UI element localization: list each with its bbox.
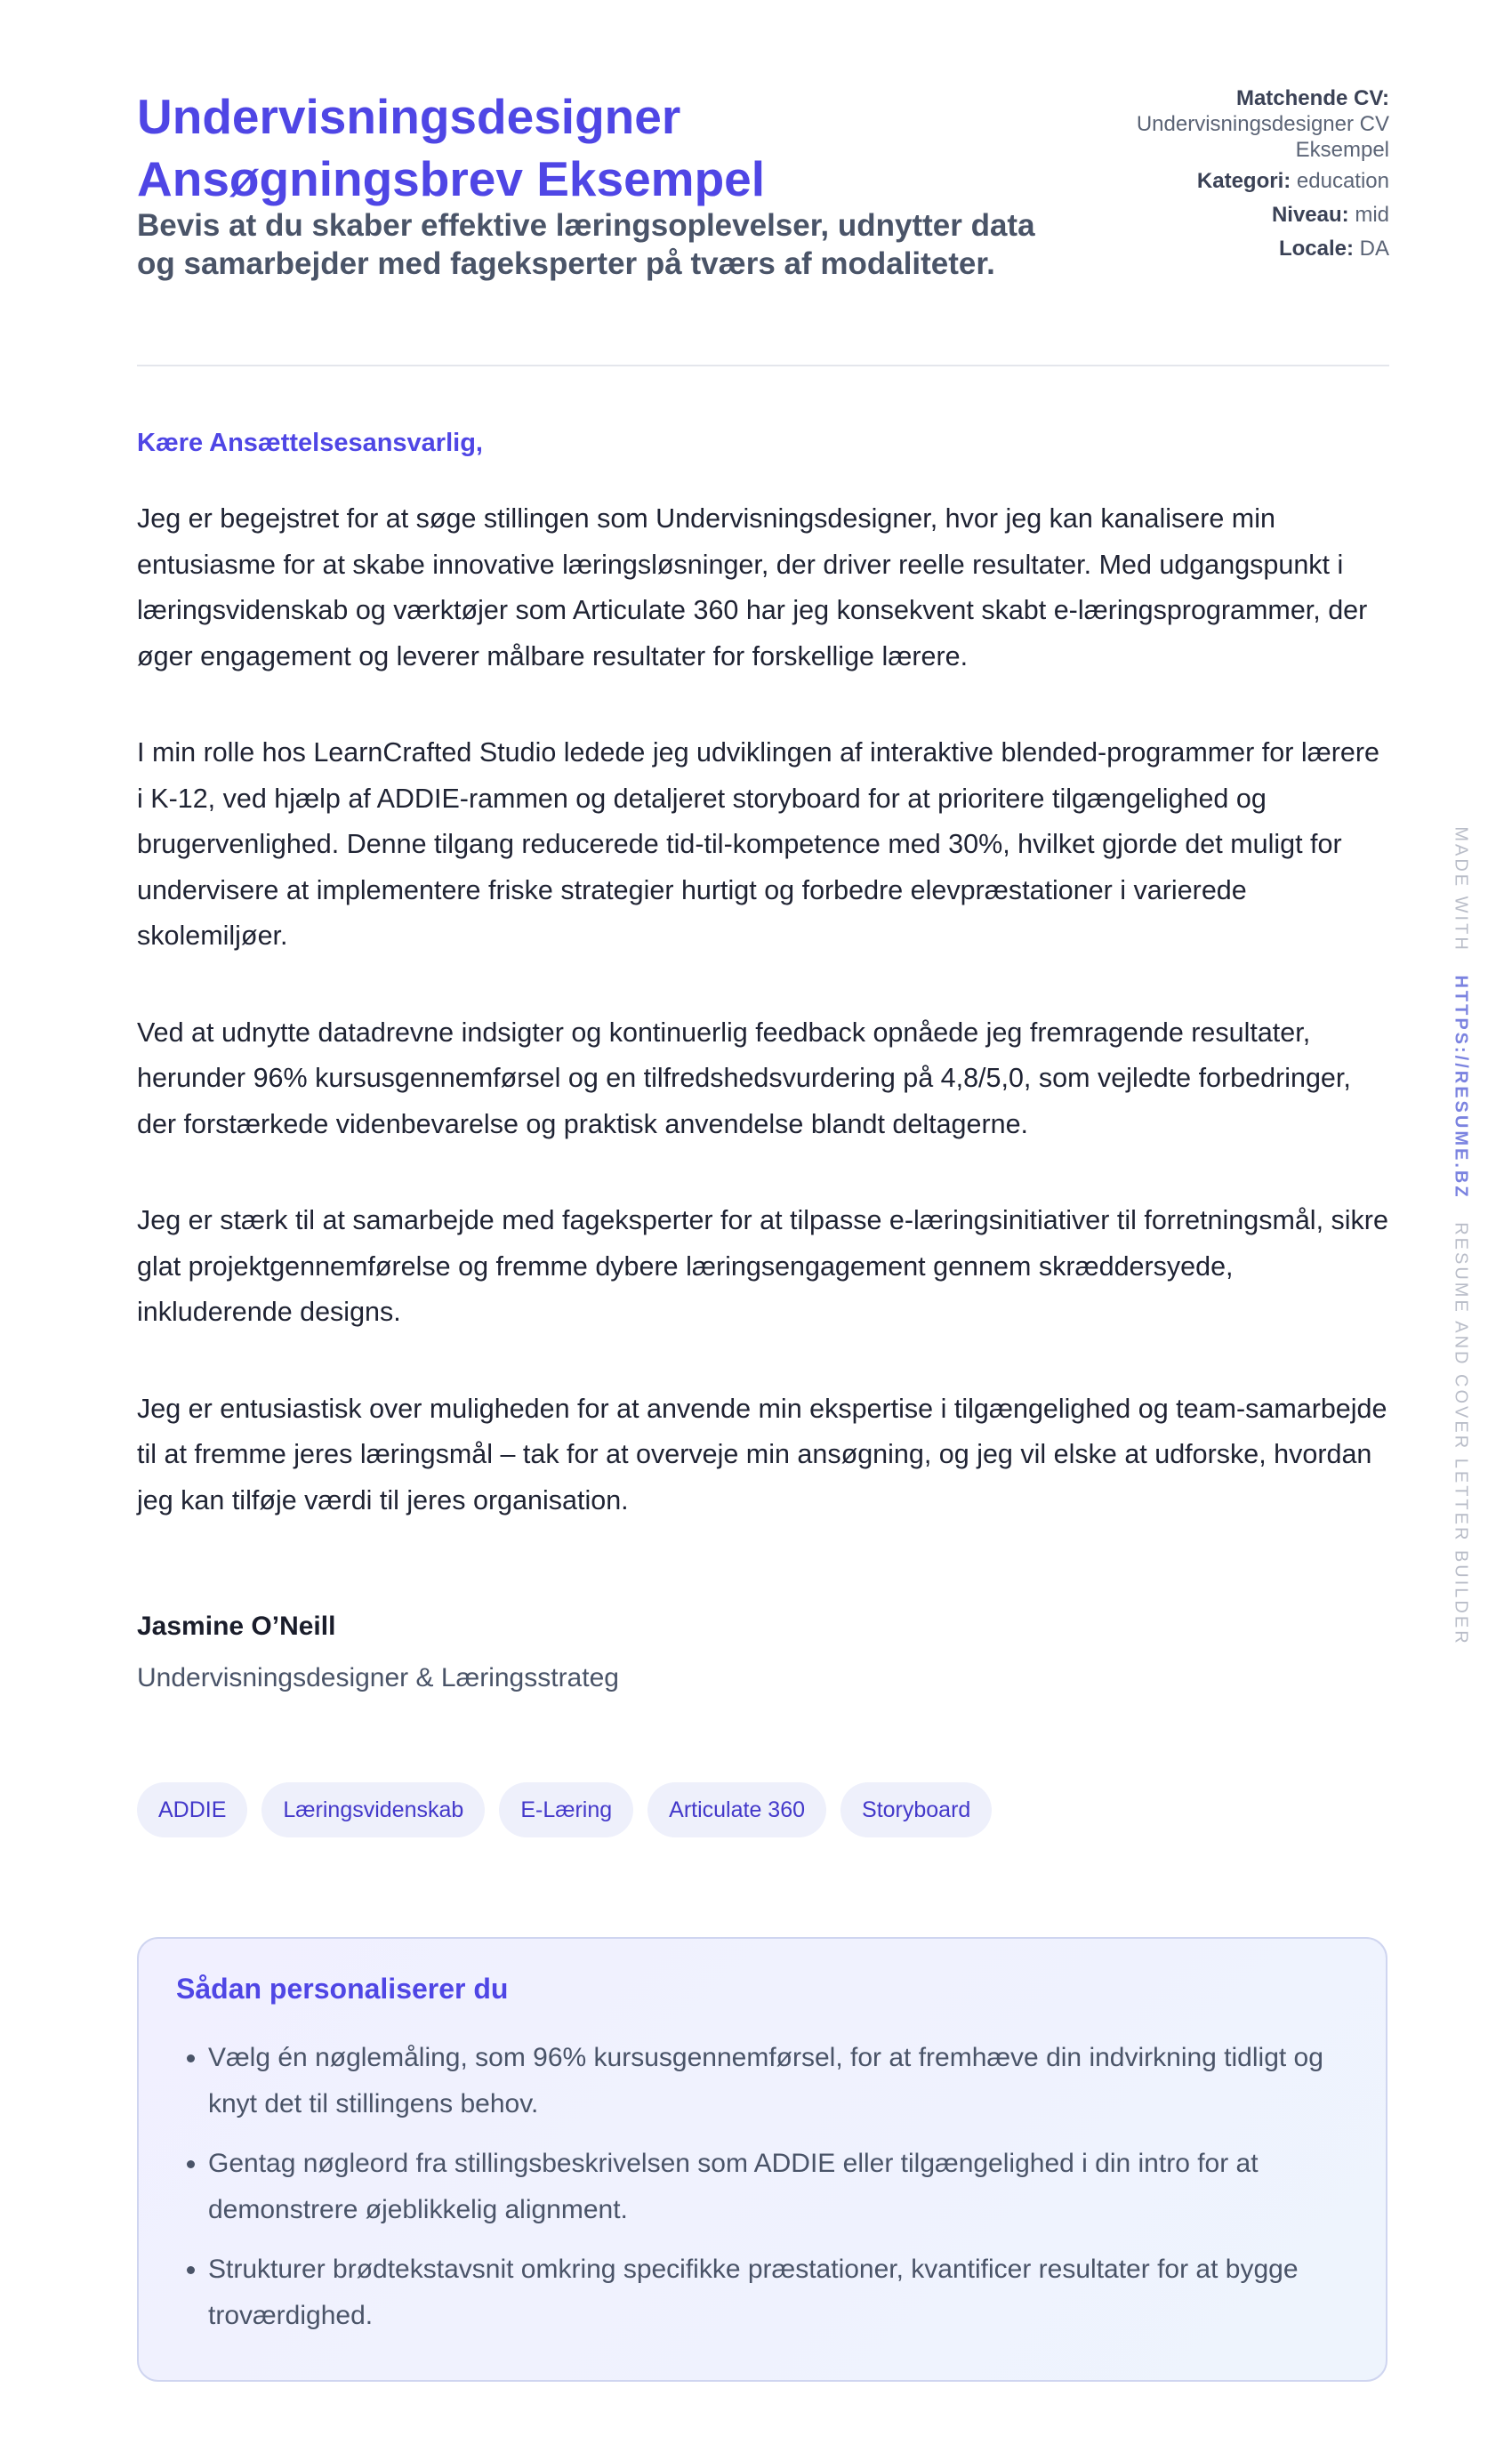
watermark-prefix: MADE WITH: [1451, 826, 1471, 953]
skill-tag: Storyboard: [840, 1782, 992, 1837]
personalization-tips-box: [137, 1937, 1387, 2382]
watermark-text: [1451, 826, 1471, 1645]
meta-level: [1069, 202, 1389, 228]
title-line-2: Ansøgningsbrev Eksempel: [137, 151, 766, 206]
letter-salutation: Kære Ansættelsesansvarlig,: [137, 429, 483, 457]
skill-tag: ADDIE: [137, 1782, 247, 1837]
header-divider: [137, 365, 1389, 366]
meta-locale-label: Locale:: [1278, 237, 1354, 261]
letter-body: [137, 496, 1389, 1574]
page-header: [137, 85, 1389, 365]
meta-category-label: Kategori:: [1196, 169, 1291, 193]
meta-locale: [1069, 236, 1389, 261]
meta-panel: [1069, 85, 1389, 269]
signature-role: Undervisningsdesigner & Læringsstrateg: [137, 1663, 619, 1692]
skill-tag: Articulate 360: [647, 1782, 826, 1837]
signature-name: Jasmine O’Neill: [137, 1612, 336, 1641]
letter-paragraph: I min rolle hos LearnCrafted Studio ledede jeg udviklingen af interaktive blended-programmer for lærere i K-12, ved hjælp af ADDIE-rammen og detaljeret storyboard for at prioritere tilgængelighed og brugervenlighed. Denne tilgang reducerede tid-til-kompetence med 30%, hvilket gjorde det muligt for undervisere at implementere friske strategier hurtigt og forbedre elevpræstationer i varierede skolemiljøer.: [137, 737, 1379, 951]
letter-paragraph: Jeg er begejstret for at søge stillingen som Undervisningsdesigner, hvor jeg kan kanalisere min entusiasme for at skabe innovative læringsløsninger, der driver reelle resultater. Med udgangspunkt i læringsvidenskab og værktøjer som Articulate 360 har jeg konsekvent skabt e-læringsprogrammer, der øger engagement og leverer målbare resultater for forskellige lærere.: [137, 503, 1368, 671]
page-title: [137, 85, 1026, 210]
meta-cv-label: Matchende CV:: [1235, 86, 1389, 110]
meta-matching-cv: [1069, 85, 1389, 163]
letter-paragraph: Jeg er entusiastisk over muligheden for at anvende min ekspertise i tilgængelighed og team-samarbejde til at fremme jeres læringsmål – tak for at overveje min ansøgning, og jeg vil elske at udforske, hvordan jeg kan tilføje værdi til jeres organisation.: [137, 1393, 1387, 1515]
meta-category: [1069, 168, 1389, 194]
page-subtitle: Bevis at du skaber effektive læringsoplevelser, udnytter data og samarbejder med fageksperter på tværs af modaliteter.: [137, 208, 1035, 281]
skill-tag: Læringsvidenskab: [261, 1782, 485, 1837]
tip-item: • Strukturer brødtekstavsnit omkring specifikke præstationer, kvantificer resultater for at bygge troværdighed.: [208, 2247, 1364, 2339]
skill-tag: E-Læring: [499, 1782, 633, 1837]
letter-paragraph: Ved at udnytte datadrevne indsigter og kontinuerlig feedback opnåede jeg fremragende resultater, herunder 96% kursusgennemførsel og en tilfredshedsvurdering på 4,8/5,0, som vejledte forbedringer, der forstærkede videnbevarelse og praktisk anvendelse blandt deltagerne.: [137, 1017, 1351, 1139]
meta-cv-value: Undervisningsdesigner CV Eksempel: [1136, 112, 1389, 162]
watermark-suffix: RESUME AND COVER LETTER BUILDER: [1451, 1222, 1471, 1646]
cover-letter-page: [137, 85, 1389, 2330]
title-line-1: Undervisningsdesigner: [137, 89, 681, 144]
letter-paragraph: Jeg er stærk til at samarbejde med fageksperter for at tilpasse e-læringsinitiativer til forretningsmål, sikre glat projektgennemførelse og fremme dybere læringsengagement gennem skræddersyede, inkluderende designs.: [137, 1205, 1388, 1327]
meta-level-label: Niveau:: [1271, 203, 1349, 227]
tip-item: • Vælg én nøglemåling, som 96% kursusgennemførsel, for at fremhæve din indvirkning tidligt og knyt det til stillingens behov.: [208, 2035, 1364, 2127]
meta-locale-value: DA: [1359, 237, 1389, 261]
meta-category-value: education: [1296, 169, 1389, 193]
meta-level-value: mid: [1355, 203, 1389, 227]
watermark-link[interactable]: HTTPS://RESUME.BZ: [1451, 975, 1471, 1200]
tips-title: Sådan personaliserer du: [176, 1973, 509, 2005]
skill-tags: [137, 1782, 992, 1837]
tip-item: • Gentag nøgleord fra stillingsbeskrivelsen som ADDIE eller tilgængelighed i din intro for at demonstrere øjeblikkelig alignment.: [208, 2141, 1364, 2233]
tips-list: [176, 2035, 1364, 2352]
